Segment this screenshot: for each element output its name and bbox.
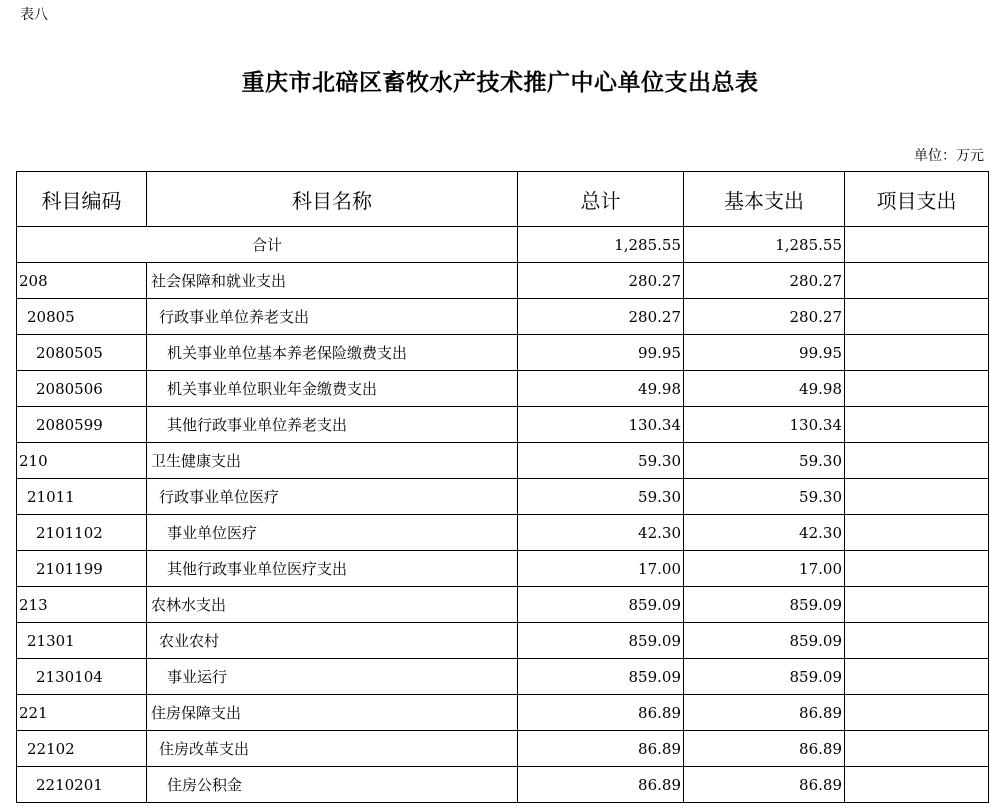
table-row [17,731,989,767]
row-basic: 86.89 [684,695,845,731]
row-basic: 130.34 [684,407,845,443]
table-row [17,407,989,443]
row-total: 59.30 [518,479,684,515]
row-code: 208 [17,263,147,299]
row-name: 住房公积金 [147,767,518,803]
row-basic: 859.09 [684,659,845,695]
row-total: 86.89 [518,731,684,767]
row-code: 20805 [17,299,147,335]
total-total: 1,285.55 [518,227,684,263]
row-code: 21011 [17,479,147,515]
row-name: 机关事业单位基本养老保险缴费支出 [147,335,518,371]
row-basic: 49.98 [684,371,845,407]
row-project [845,479,989,515]
row-name: 事业单位医疗 [147,515,518,551]
row-total: 99.95 [518,335,684,371]
row-total: 86.89 [518,767,684,803]
table-row [17,623,989,659]
header-total: 总计 [518,172,684,227]
row-name: 住房改革支出 [147,731,518,767]
row-total: 42.30 [518,515,684,551]
row-total: 130.34 [518,407,684,443]
row-code: 2130104 [17,659,147,695]
row-name: 农林水支出 [147,587,518,623]
row-code: 2101199 [17,551,147,587]
row-project [845,515,989,551]
row-project [845,407,989,443]
row-total: 280.27 [518,263,684,299]
row-code: 2080599 [17,407,147,443]
row-name: 社会保障和就业支出 [147,263,518,299]
row-project [845,767,989,803]
table-row [17,587,989,623]
row-basic: 859.09 [684,587,845,623]
row-project [845,443,989,479]
unit-label: 单位：万元 [914,148,984,164]
row-total: 49.98 [518,371,684,407]
row-basic: 59.30 [684,443,845,479]
expense-table [16,171,989,803]
total-project [845,227,989,263]
page-title: 重庆市北碚区畜牧水产技术推广中心单位支出总表 [241,70,759,96]
row-project [845,371,989,407]
row-name: 卫生健康支出 [147,443,518,479]
header-code: 科目编码 [17,172,147,227]
row-total: 859.09 [518,659,684,695]
row-total: 17.00 [518,551,684,587]
table-row [17,659,989,695]
table-row [17,263,989,299]
row-name: 事业运行 [147,659,518,695]
row-code: 2080506 [17,371,147,407]
row-project [845,263,989,299]
row-total: 59.30 [518,443,684,479]
row-basic: 280.27 [684,263,845,299]
row-project [845,551,989,587]
table-row [17,767,989,803]
row-basic: 86.89 [684,731,845,767]
row-name: 行政事业单位医疗 [147,479,518,515]
row-project [845,623,989,659]
table-row [17,299,989,335]
row-code: 21301 [17,623,147,659]
row-basic: 280.27 [684,299,845,335]
row-basic: 86.89 [684,767,845,803]
row-code: 210 [17,443,147,479]
row-project [845,335,989,371]
table-row [17,443,989,479]
row-name: 行政事业单位养老支出 [147,299,518,335]
table-row [17,335,989,371]
row-total: 859.09 [518,587,684,623]
row-code: 213 [17,587,147,623]
row-name: 住房保障支出 [147,695,518,731]
table-body [17,227,989,803]
row-basic: 59.30 [684,479,845,515]
table-row [17,551,989,587]
table-row [17,695,989,731]
table-row [17,479,989,515]
total-label: 合计 [17,227,518,263]
row-code: 221 [17,695,147,731]
row-project [845,659,989,695]
row-code: 2080505 [17,335,147,371]
header-row [17,172,989,227]
row-name: 其他行政事业单位养老支出 [147,407,518,443]
table-label: 表八 [20,7,48,23]
header-project: 项目支出 [845,172,989,227]
row-basic: 859.09 [684,623,845,659]
row-total: 280.27 [518,299,684,335]
header-name: 科目名称 [147,172,518,227]
table-row [17,515,989,551]
row-project [845,299,989,335]
row-code: 22102 [17,731,147,767]
row-code: 2210201 [17,767,147,803]
table-row [17,371,989,407]
row-code: 2101102 [17,515,147,551]
row-project [845,731,989,767]
row-basic: 99.95 [684,335,845,371]
total-basic: 1,285.55 [684,227,845,263]
total-row [17,227,989,263]
row-total: 86.89 [518,695,684,731]
header-basic: 基本支出 [684,172,845,227]
row-total: 859.09 [518,623,684,659]
row-project [845,587,989,623]
row-name: 农业农村 [147,623,518,659]
row-project [845,695,989,731]
row-name: 其他行政事业单位医疗支出 [147,551,518,587]
row-basic: 42.30 [684,515,845,551]
row-name: 机关事业单位职业年金缴费支出 [147,371,518,407]
row-basic: 17.00 [684,551,845,587]
